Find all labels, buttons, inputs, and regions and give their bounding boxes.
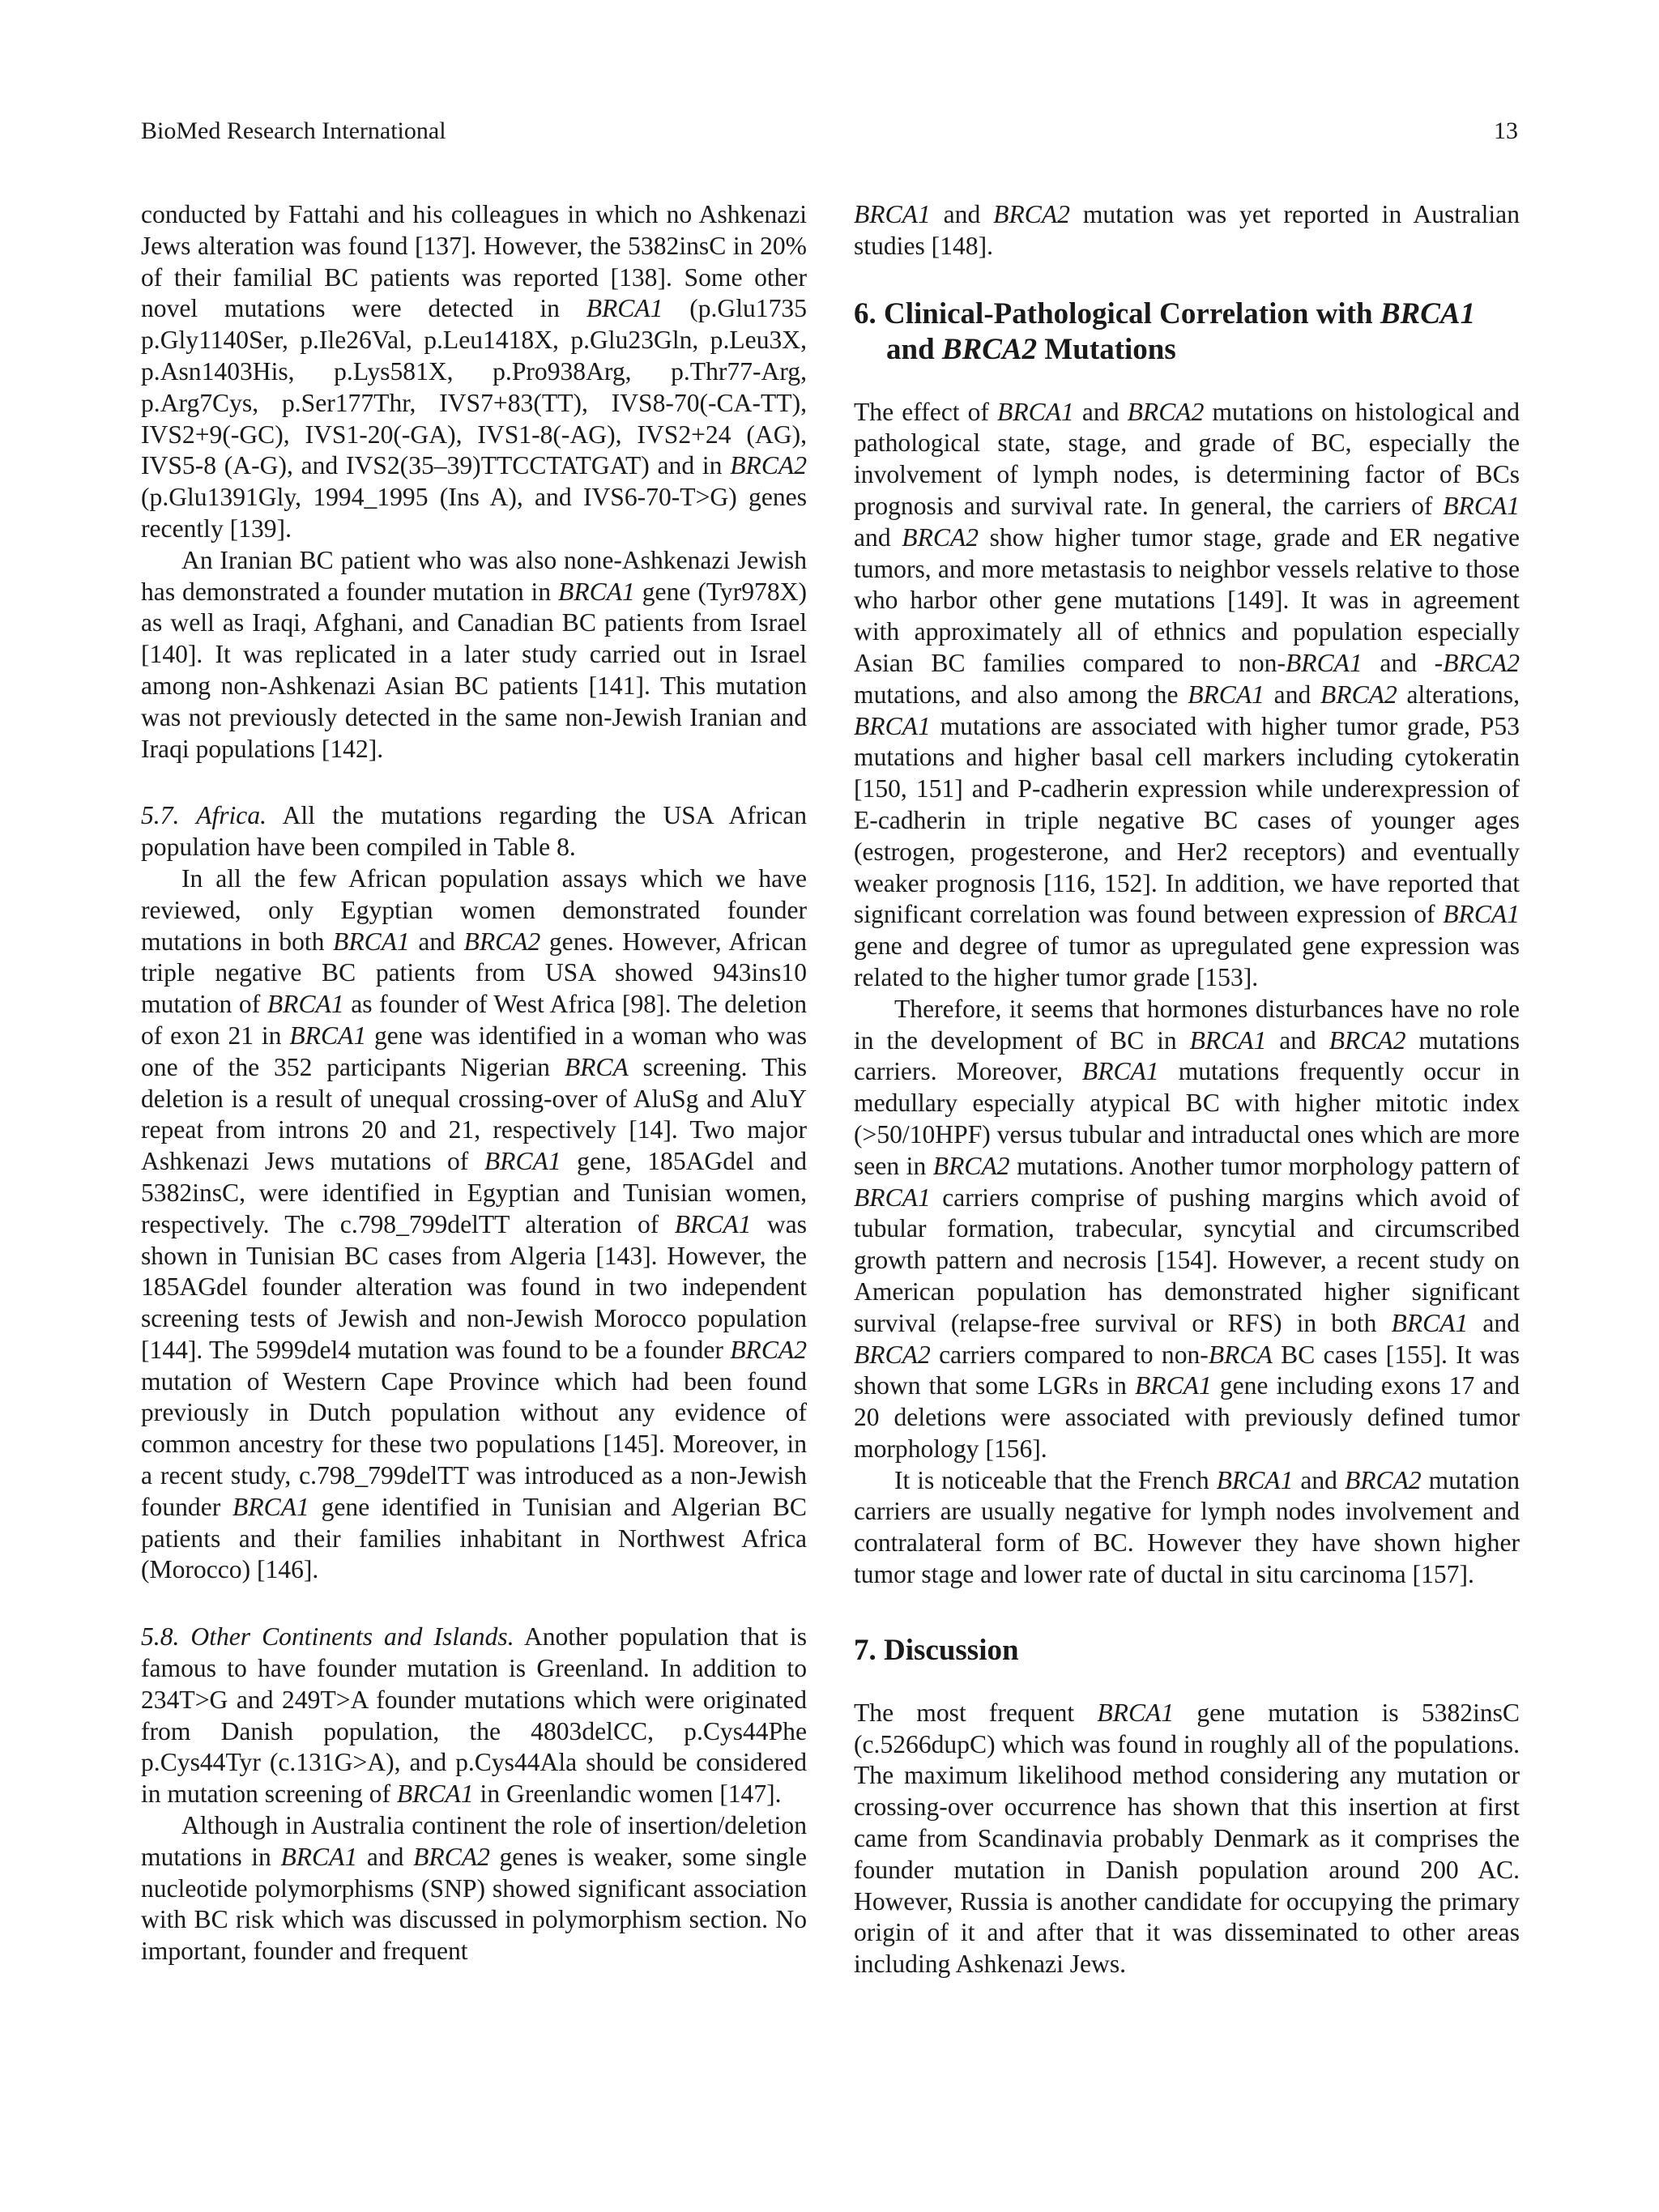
paragraph-text: Another population that is famous to have founder mutation is Greenland. In addition to 234T>G and 249T>A founder mutations which were originated from Danish population, the 4803delCC, p.Cys44Phe p.Cys44Tyr (c.131G>A), and p.Cys44Ala should be considered in mutation screening of BRCA1 in Greenlandic women [147]. [141,1622,808,1809]
left-column [141,199,807,1967]
paragraph: An Iranian BC patient who was also none-Ashkenazi Jewish has demonstrated a founder mutation in BRCA1 gene (Tyr978X) as well as Iraqi, Afghani, and Canadian BC patients from Israel [140]. It was replicated in a later study carried out in Israel among non-Ashkenazi Asian BC patients [141]. This mutation was not previously detected in the same non-Jewish Iranian and Iraqi populations [142]. [141,545,807,763]
paragraph: Although in Australia continent the role of insertion/deletion mutations in BRCA1 and BRCA2 genes is weaker, some single nucleotide polymorphisms (SNP) showed significant association with BC risk which was discussed in polymorphism section. No important, founder and frequent [141,1811,807,1966]
paragraph: BRCA1 and BRCA2 mutation was yet reported in Australian studies [148]. [854,200,1520,260]
paragraph: conducted by Fattahi and his colleagues in which no Ashkenazi Jews alteration was found [137]. However, the 5382insC in 20% of their familial BC patients was reported [138]. Some other novel mutations were detected in BRCA1 (p.Glu1735 p.Gly1140Ser, p.Ile26Val, p.Leu1418X, p.Glu23Gln, p.Leu3X, p.Asn1403His, p.Lys581X, p.Pro938Arg, p.Thr77-Arg, p.Arg7Cys, p.Ser177Thr, IVS7+83(TT), IVS8-70(-CA-TT), IVS2+9(-GC), IVS1-20(-GA), IVS1-8(-AG), IVS2+24 (AG), IVS5-8 (A-G), and IVS2(35–39)TTCCTATGAT) and in BRCA2 (p.Glu1391Gly, 1994_1995 (Ins A), and IVS6-70-T>G) genes recently [139]. [141,200,807,543]
paragraph: It is noticeable that the French BRCA1 and BRCA2 mutation carriers are usually negative for lymph nodes involvement and contralateral form of BC. However they have shown higher tumor stage and lower rate of ductal in situ carcinoma [157]. [854,1465,1520,1589]
right-column [854,199,1520,1980]
subsection-heading: 5.7. Africa. [141,801,267,830]
journal-name: BioMed Research International [141,117,446,144]
paragraph: The effect of BRCA1 and BRCA2 mutations on histological and pathological state, stage, and grade of BC, especially the involvement of lymph nodes, is determining factor of BCs prognosis and survival rate. In general, the carriers of BRCA1 and BRCA2 show higher tumor stage, grade and ER negative tumors, and more metastasis to neighbor vessels relative to those who harbor other gene mutations [149]. It was in agreement with approximately all of ethnics and population especially Asian BC families compared to non-BRCA1 and -BRCA2 mutations, and also among the BRCA1 and BRCA2 alterations, BRCA1 mutations are associated with higher tumor grade, P53 mutations and higher basal cell markers including cytokeratin [150, 151] and P-cadherin expression while underexpression of E-cadherin in triple negative BC cases of younger ages (estrogen, progesterone, and Her2 receptors) and eventually weaker prognosis [116, 152]. In addition, we have reported that significant correlation was found between expression of BRCA1 gene and degree of tumor as upregulated gene expression was related to the higher tumor grade [153]. [854,397,1520,991]
section-heading: 6. Clinical-Pathological Correlation with BRCA1 and BRCA2 Mutations [854,296,1476,366]
paragraph: In all the few African population assays which we have reviewed, only Egyptian women demonstrated founder mutations in both BRCA1 and BRCA2 genes. However, African triple negative BC patients from USA showed 943ins10 mutation of BRCA1 as founder of West Africa [98]. The deletion of exon 21 in BRCA1 gene was identified in a woman who was one of the 352 participants Nigerian BRCA screening. This deletion is a result of unequal crossing-over of AluSg and AluY repeat from introns 20 and 21, respectively [14]. Two major Ashkenazi Jews mutations of BRCA1 gene, 185AGdel and 5382insC, were identified in Egyptian and Tunisian women, respectively. The c.798_799delTT alteration of BRCA1 was shown in Tunisian BC cases from Algeria [143]. However, the 185AGdel founder alteration was found in two independent screening tests of Jewish and non-Jewish Morocco population [144]. The 5999del4 mutation was found to be a founder BRCA2 mutation of Western Cape Province which had been found previously in Dutch population without any evidence of common ancestry for these two populations [145]. Moreover, in a recent study, c.798_799delTT was introduced as a non-Jewish founder BRCA1 gene identified in Tunisian and Algerian BC patients and their families inhabitant in Northwest Africa (Morocco) [146]. [141,863,807,1584]
paragraph-text: All the mutations regarding the USA African population have been compiled in Table 8. [141,801,807,862]
paragraph [141,800,807,863]
section-heading: 7. Discussion [854,1633,1019,1667]
paragraph: Therefore, it seems that hormones disturbances have no role in the development of BC in BRCA1 and BRCA2 mutations carriers. Moreover, BRCA1 mutations frequently occur in medullary especially atypical BC with higher mitotic index (>50/10HPF) versus tubular and intraductal ones which are more seen in BRCA2 mutations. Another tumor morphology pattern of BRCA1 carriers comprise of pushing margins which avoid of tubular formation, trabecular, syncytial and circumscribed growth pattern and necrosis [154]. However, a recent study on American population has demonstrated higher significant survival (relapse-free survival or RFS) in both BRCA1 and BRCA2 carriers compared to non-BRCA BC cases [155]. It was shown that some LGRs in BRCA1 gene including exons 17 and 20 deletions were associated with previously defined tumor morphology [156]. [854,994,1520,1463]
paragraph: The most frequent BRCA1 gene mutation is 5382insC (c.5266dupC) which was found in roughly all of the populations. The maximum likelihood method considering any mutation or crossing-over occurrence has shown that this insertion at first came from Scandinavia probably Denmark as it comprises the founder mutation in Danish population around 200 AC. However, Russia is another candidate for occupying the primary origin of it and after that it was disseminated to other areas including Ashkenazi Jews. [854,1698,1520,1979]
paragraph [141,1622,807,1810]
subsection-heading: 5.8. Other Continents and Islands. [141,1622,514,1652]
page-number: 13 [1494,117,1518,144]
